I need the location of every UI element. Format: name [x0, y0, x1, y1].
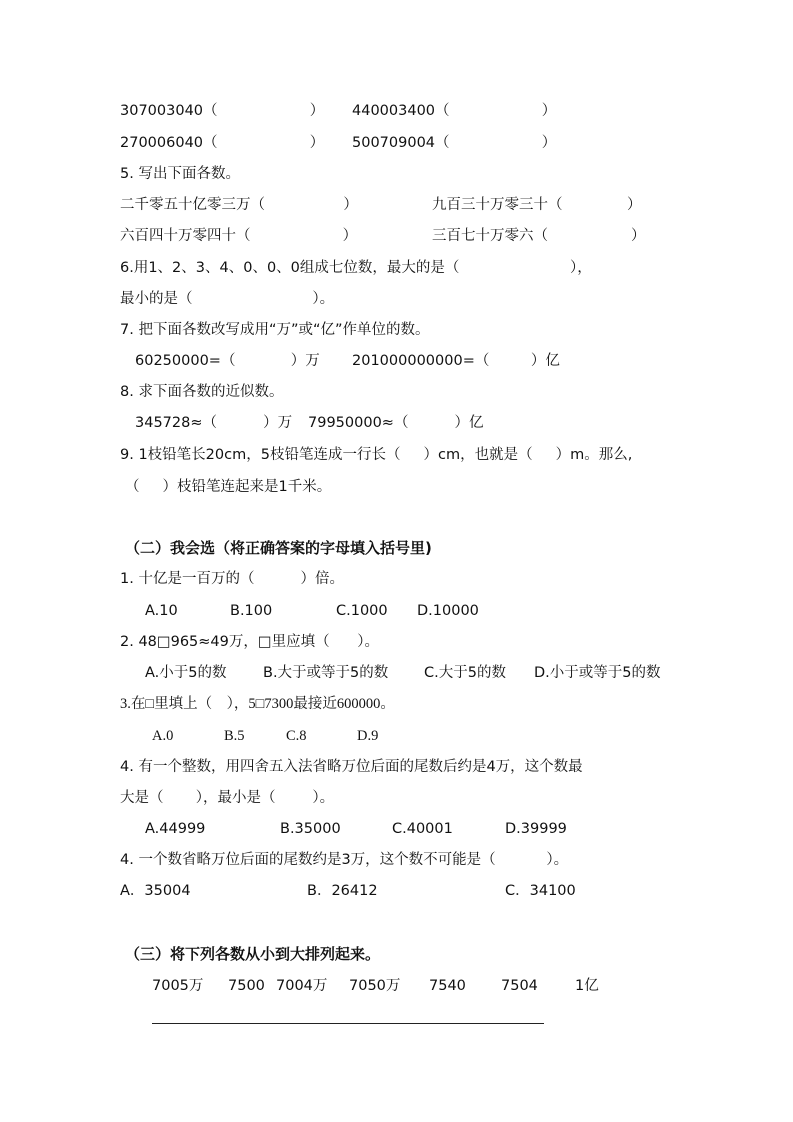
question-5-item-d: 三百七十万零六（ ） [432, 228, 646, 244]
sort-number-1: 7005万 [152, 978, 204, 994]
question-8-title: 8. 求下面各数的近似数。 [120, 384, 284, 400]
section-3-heading: （三）将下列各数从小到大排列起来。 [125, 945, 381, 963]
mc-q1-option-b: B.100 [230, 603, 273, 619]
sort-number-6: 7504 [501, 978, 538, 994]
sort-number-2: 7500 [228, 978, 265, 994]
mc-q1-option-a: A.10 [145, 603, 178, 619]
question-5-item-c: 六百四十万零四十（ ） [120, 228, 358, 244]
sort-number-3: 7004万 [276, 978, 328, 994]
mc-q4b-option-b: B．26412 [307, 883, 378, 899]
question-5-item-b: 九百三十万零三十（ ） [432, 197, 642, 213]
mc-q1-option-c: C.1000 [336, 603, 388, 619]
section-2-heading: （二）我会选（将正确答案的字母填入括号里) [125, 539, 432, 557]
answer-line [152, 1023, 544, 1024]
mc-q3-option-d: D.9 [357, 728, 379, 744]
read-number-440003400: 440003400（ ） [352, 103, 557, 119]
question-9-line-2: （ ）枝铅笔连起来是1千米。 [125, 479, 332, 495]
mc-q1-option-d: D.10000 [417, 603, 479, 619]
mc-question-4-line-1: 4. 有一个整数，用四舍五入法省略万位后面的尾数后约是4万，这个数最 [120, 759, 583, 775]
mc-q2-option-d: D.小于或等于5的数 [534, 665, 661, 681]
question-7-item-a: 60250000=（ ）万 [135, 353, 320, 369]
mc-q4-option-c: C.40001 [392, 821, 453, 837]
mc-q3-option-a: A.0 [152, 728, 174, 744]
mc-q3-option-b: B.5 [224, 728, 245, 744]
question-8-item-a: 345728≈（ ）万 [135, 415, 293, 431]
sort-number-4: 7050万 [349, 978, 401, 994]
read-number-270006040: 270006040（ ） [120, 135, 325, 151]
mc-q4-option-b: B.35000 [280, 821, 341, 837]
question-7-item-b: 201000000000=（ ）亿 [352, 353, 560, 369]
question-9-line-1: 9. 1枝铅笔长20cm，5枝铅笔连成一行长（ ）cm，也就是（ ）m。那么, [120, 447, 633, 463]
mc-question-3: 3.在□里填上（ ），5□7300最接近600000。 [120, 696, 395, 712]
mc-question-1: 1. 十亿是一百万的（ ）倍。 [120, 571, 345, 587]
mc-q4b-option-c: C．34100 [505, 883, 576, 899]
question-8-item-b: 79950000≈（ ）亿 [308, 415, 484, 431]
sort-number-7: 1亿 [575, 978, 599, 994]
question-7-title: 7. 把下面各数改写成用“万”或“亿”作单位的数。 [120, 322, 430, 338]
question-6-line-2: 最小的是（ ）。 [120, 291, 335, 307]
read-number-500709004: 500709004（ ） [352, 135, 557, 151]
mc-q2-option-a: A.小于5的数 [145, 665, 227, 681]
mc-question-4b: 4. 一个数省略万位后面的尾数约是3万，这个数不可能是（ ）。 [120, 852, 569, 868]
mc-q4-option-a: A.44999 [145, 821, 206, 837]
sort-number-5: 7540 [429, 978, 466, 994]
mc-q2-option-c: C.大于5的数 [424, 665, 506, 681]
mc-question-4-line-2: 大是（ ），最小是（ ）。 [120, 790, 335, 806]
question-6-line-1: 6.用1、2、3、4、0、0、0组成七位数，最大的是（ ）， [120, 260, 592, 276]
question-5-item-a: 二千零五十亿零三万（ ） [120, 197, 358, 213]
question-5-title: 5. 写出下面各数。 [120, 166, 240, 182]
mc-q4-option-d: D.39999 [505, 821, 567, 837]
mc-q4b-option-a: A．35004 [120, 883, 191, 899]
read-number-307003040: 307003040（ ） [120, 103, 325, 119]
mc-q2-option-b: B.大于或等于5的数 [263, 665, 389, 681]
mc-question-2: 2. 48□965≈49万，□里应填（ ）。 [120, 634, 379, 650]
mc-q3-option-c: C.8 [286, 728, 307, 744]
